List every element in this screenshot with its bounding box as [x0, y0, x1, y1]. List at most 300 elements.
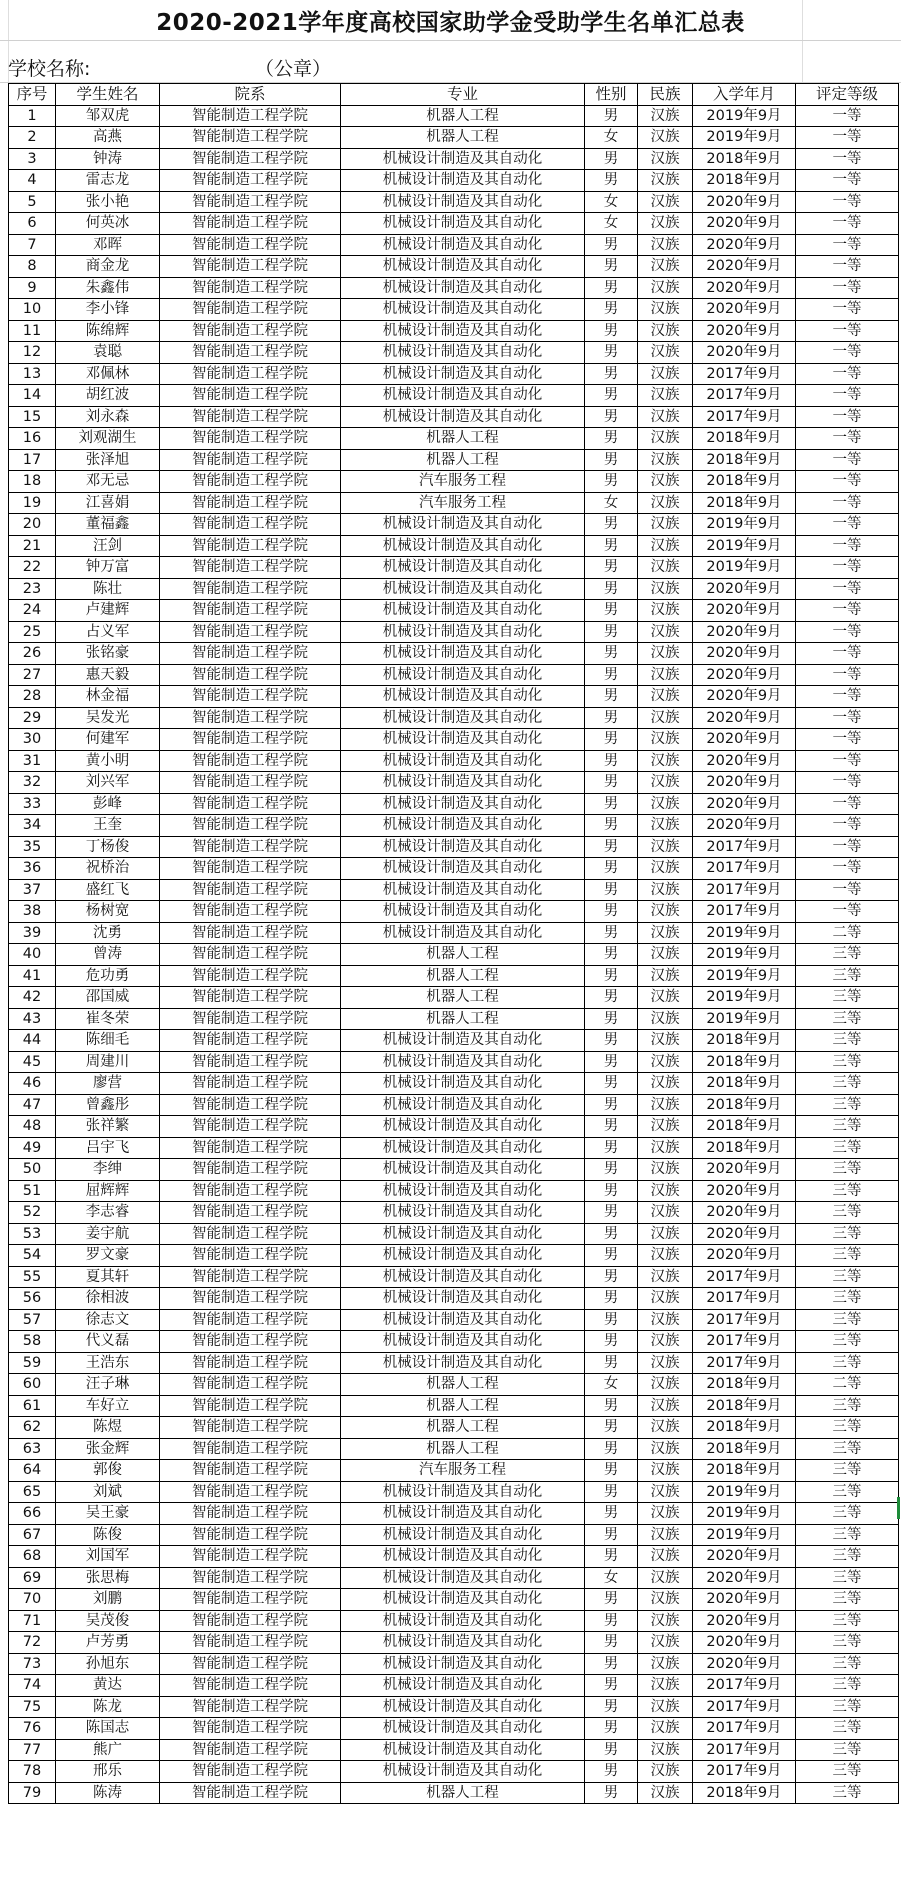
cell-department: 智能制造工程学院: [160, 1180, 341, 1202]
cell-ethnicity: 汉族: [638, 578, 693, 600]
cell-student-name: 惠天毅: [56, 664, 160, 686]
cell-department: 智能制造工程学院: [160, 1288, 341, 1310]
cell-student-name: 丁杨俊: [56, 836, 160, 858]
cell-student-name: 刘斌: [56, 1481, 160, 1503]
cell-gender: 男: [585, 1180, 638, 1202]
cell-major: 机械设计制造及其自动化: [341, 750, 585, 772]
cell-enrollment-date: 2019年9月: [693, 127, 796, 149]
cell-ethnicity: 汉族: [638, 1073, 693, 1095]
cell-index: 20: [9, 514, 56, 536]
cell-student-name: 何英冰: [56, 213, 160, 235]
table-row: [9, 1266, 899, 1288]
cell-ethnicity: 汉族: [638, 1309, 693, 1331]
cell-gender: 女: [585, 191, 638, 213]
table-row: [9, 664, 899, 686]
cell-index: 19: [9, 492, 56, 514]
cell-enrollment-date: 2019年9月: [693, 1481, 796, 1503]
cell-major: 机器人工程: [341, 1438, 585, 1460]
cell-ethnicity: 汉族: [638, 363, 693, 385]
cell-ethnicity: 汉族: [638, 922, 693, 944]
cell-enrollment-date: 2018年9月: [693, 428, 796, 450]
cell-department: 智能制造工程学院: [160, 1008, 341, 1030]
cell-gender: 男: [585, 987, 638, 1009]
cell-student-name: 熊广: [56, 1739, 160, 1761]
cell-department: 智能制造工程学院: [160, 965, 341, 987]
cell-department: 智能制造工程学院: [160, 428, 341, 450]
cell-grade: 一等: [796, 428, 899, 450]
cell-index: 46: [9, 1073, 56, 1095]
cell-enrollment-date: 2017年9月: [693, 879, 796, 901]
cell-gender: 男: [585, 879, 638, 901]
cell-index: 61: [9, 1395, 56, 1417]
table-row: [9, 1051, 899, 1073]
cell-student-name: 周建川: [56, 1051, 160, 1073]
cell-ethnicity: 汉族: [638, 385, 693, 407]
cell-ethnicity: 汉族: [638, 299, 693, 321]
cell-student-name: 钟万富: [56, 557, 160, 579]
cell-gender: 男: [585, 299, 638, 321]
cell-major: 机械设计制造及其自动化: [341, 1094, 585, 1116]
cell-enrollment-date: 2020年9月: [693, 643, 796, 665]
cell-major: 机械设计制造及其自动化: [341, 299, 585, 321]
cell-gender: 男: [585, 105, 638, 127]
cell-enrollment-date: 2017年9月: [693, 901, 796, 923]
cell-department: 智能制造工程学院: [160, 127, 341, 149]
cell-department: 智能制造工程学院: [160, 815, 341, 837]
cell-department: 智能制造工程学院: [160, 535, 341, 557]
cell-department: 智能制造工程学院: [160, 1417, 341, 1439]
cell-ethnicity: 汉族: [638, 557, 693, 579]
cell-grade: 一等: [796, 449, 899, 471]
cell-index: 9: [9, 277, 56, 299]
cell-enrollment-date: 2018年9月: [693, 1094, 796, 1116]
header-enrollment: 入学年月: [693, 84, 796, 106]
cell-major: 机器人工程: [341, 965, 585, 987]
cell-index: 15: [9, 406, 56, 428]
cell-enrollment-date: 2020年9月: [693, 1159, 796, 1181]
cell-index: 27: [9, 664, 56, 686]
cell-enrollment-date: 2017年9月: [693, 363, 796, 385]
cell-ethnicity: 汉族: [638, 514, 693, 536]
cell-enrollment-date: 2017年9月: [693, 1266, 796, 1288]
cell-enrollment-date: 2020年9月: [693, 1589, 796, 1611]
cell-gender: 男: [585, 944, 638, 966]
table-row: [9, 449, 899, 471]
cell-student-name: 祝桥治: [56, 858, 160, 880]
cell-department: 智能制造工程学院: [160, 879, 341, 901]
cell-gender: 男: [585, 1546, 638, 1568]
cell-department: 智能制造工程学院: [160, 944, 341, 966]
cell-grade: 三等: [796, 1782, 899, 1804]
cell-gender: 男: [585, 965, 638, 987]
cell-ethnicity: 汉族: [638, 965, 693, 987]
cell-enrollment-date: 2017年9月: [693, 1309, 796, 1331]
cell-major: 机械设计制造及其自动化: [341, 901, 585, 923]
table-row: [9, 1073, 899, 1095]
cell-grade: 一等: [796, 729, 899, 751]
cell-ethnicity: 汉族: [638, 664, 693, 686]
cell-index: 34: [9, 815, 56, 837]
cell-gender: 男: [585, 471, 638, 493]
cell-grade: 一等: [796, 406, 899, 428]
cell-ethnicity: 汉族: [638, 1137, 693, 1159]
cell-major: 机械设计制造及其自动化: [341, 1116, 585, 1138]
cell-index: 36: [9, 858, 56, 880]
cell-student-name: 罗文豪: [56, 1245, 160, 1267]
cell-gender: 男: [585, 1051, 638, 1073]
cell-department: 智能制造工程学院: [160, 1223, 341, 1245]
cell-major: 机械设计制造及其自动化: [341, 277, 585, 299]
cell-department: 智能制造工程学院: [160, 1202, 341, 1224]
cell-major: 机器人工程: [341, 1417, 585, 1439]
cell-grade: 三等: [796, 944, 899, 966]
cell-student-name: 张小艳: [56, 191, 160, 213]
cell-gender: 男: [585, 1223, 638, 1245]
cell-major: 机器人工程: [341, 105, 585, 127]
cell-index: 56: [9, 1288, 56, 1310]
cell-index: 26: [9, 643, 56, 665]
official-seal-label: （公章）: [255, 58, 332, 80]
cell-major: 汽车服务工程: [341, 1460, 585, 1482]
cell-gender: 女: [585, 1567, 638, 1589]
cell-grade: 三等: [796, 1073, 899, 1095]
cell-grade: 一等: [796, 148, 899, 170]
cell-grade: 三等: [796, 1610, 899, 1632]
cell-major: 机器人工程: [341, 1374, 585, 1396]
cell-student-name: 吴茂俊: [56, 1610, 160, 1632]
cell-department: 智能制造工程学院: [160, 1782, 341, 1804]
cell-ethnicity: 汉族: [638, 170, 693, 192]
cell-major: 机械设计制造及其自动化: [341, 363, 585, 385]
cell-grade: 一等: [796, 471, 899, 493]
table-row: [9, 686, 899, 708]
table-row: [9, 1374, 899, 1396]
table-row: [9, 1094, 899, 1116]
cell-grade: 一等: [796, 385, 899, 407]
cell-gender: 男: [585, 449, 638, 471]
cell-major: 机械设计制造及其自动化: [341, 1202, 585, 1224]
cell-major: 机械设计制造及其自动化: [341, 1761, 585, 1783]
cell-student-name: 陈国志: [56, 1718, 160, 1740]
table-row: [9, 750, 899, 772]
cell-enrollment-date: 2020年9月: [693, 1653, 796, 1675]
cell-enrollment-date: 2017年9月: [693, 858, 796, 880]
cell-enrollment-date: 2018年9月: [693, 1116, 796, 1138]
cell-gender: 男: [585, 922, 638, 944]
cell-index: 55: [9, 1266, 56, 1288]
cell-grade: 一等: [796, 320, 899, 342]
cell-student-name: 卢芳勇: [56, 1632, 160, 1654]
cell-gender: 男: [585, 1610, 638, 1632]
cell-ethnicity: 汉族: [638, 1653, 693, 1675]
cell-gender: 男: [585, 643, 638, 665]
cell-enrollment-date: 2020年9月: [693, 815, 796, 837]
cell-grade: 三等: [796, 1438, 899, 1460]
cell-enrollment-date: 2020年9月: [693, 1245, 796, 1267]
cell-index: 43: [9, 1008, 56, 1030]
table-row: [9, 1675, 899, 1697]
table-row: [9, 557, 899, 579]
cell-gender: 男: [585, 621, 638, 643]
cell-grade: 三等: [796, 1546, 899, 1568]
cell-index: 18: [9, 471, 56, 493]
cell-grade: 三等: [796, 1481, 899, 1503]
cell-student-name: 邵国威: [56, 987, 160, 1009]
cell-student-name: 张泽旭: [56, 449, 160, 471]
cell-index: 71: [9, 1610, 56, 1632]
cell-index: 49: [9, 1137, 56, 1159]
cell-enrollment-date: 2019年9月: [693, 557, 796, 579]
cell-enrollment-date: 2018年9月: [693, 1030, 796, 1052]
cell-department: 智能制造工程学院: [160, 299, 341, 321]
cell-gender: 男: [585, 578, 638, 600]
cell-grade: 一等: [796, 277, 899, 299]
cell-ethnicity: 汉族: [638, 1718, 693, 1740]
cell-major: 机械设计制造及其自动化: [341, 707, 585, 729]
cell-department: 智能制造工程学院: [160, 471, 341, 493]
cell-ethnicity: 汉族: [638, 1632, 693, 1654]
cell-department: 智能制造工程学院: [160, 406, 341, 428]
cell-ethnicity: 汉族: [638, 191, 693, 213]
cell-grade: 三等: [796, 1159, 899, 1181]
cell-major: 机械设计制造及其自动化: [341, 1503, 585, 1525]
cell-student-name: 徐志文: [56, 1309, 160, 1331]
cell-grade: 三等: [796, 1137, 899, 1159]
header-name: 学生姓名: [56, 84, 160, 106]
student-table: [8, 83, 899, 1804]
cell-ethnicity: 汉族: [638, 815, 693, 837]
cell-gender: 男: [585, 1030, 638, 1052]
cell-student-name: 陈涛: [56, 1782, 160, 1804]
cell-department: 智能制造工程学院: [160, 256, 341, 278]
header-department: 院系: [160, 84, 341, 106]
cell-grade: 一等: [796, 127, 899, 149]
table-row: [9, 363, 899, 385]
cell-department: 智能制造工程学院: [160, 686, 341, 708]
cell-grade: 一等: [796, 557, 899, 579]
cell-enrollment-date: 2020年9月: [693, 1567, 796, 1589]
cell-department: 智能制造工程学院: [160, 621, 341, 643]
cell-grade: 三等: [796, 1761, 899, 1783]
cell-grade: 三等: [796, 965, 899, 987]
cell-gender: 男: [585, 1073, 638, 1095]
table-row: [9, 471, 899, 493]
cell-gender: 男: [585, 750, 638, 772]
table-row: [9, 1632, 899, 1654]
table-row: [9, 170, 899, 192]
table-row: [9, 1288, 899, 1310]
cell-ethnicity: 汉族: [638, 1116, 693, 1138]
table-row: [9, 514, 899, 536]
cell-grade: 一等: [796, 858, 899, 880]
cell-ethnicity: 汉族: [638, 621, 693, 643]
table-row: [9, 965, 899, 987]
cell-gender: 男: [585, 1653, 638, 1675]
cell-enrollment-date: 2020年9月: [693, 191, 796, 213]
cell-ethnicity: 汉族: [638, 772, 693, 794]
cell-enrollment-date: 2018年9月: [693, 1395, 796, 1417]
cell-enrollment-date: 2020年9月: [693, 234, 796, 256]
cell-gender: 男: [585, 1761, 638, 1783]
cell-department: 智能制造工程学院: [160, 1159, 341, 1181]
cell-department: 智能制造工程学院: [160, 363, 341, 385]
cell-grade: 三等: [796, 1417, 899, 1439]
cell-ethnicity: 汉族: [638, 1094, 693, 1116]
cell-student-name: 邓佩林: [56, 363, 160, 385]
cell-enrollment-date: 2018年9月: [693, 170, 796, 192]
cell-major: 机械设计制造及其自动化: [341, 1739, 585, 1761]
cell-enrollment-date: 2018年9月: [693, 1137, 796, 1159]
cell-department: 智能制造工程学院: [160, 170, 341, 192]
cell-index: 10: [9, 299, 56, 321]
cell-grade: 三等: [796, 1309, 899, 1331]
cell-gender: 男: [585, 1782, 638, 1804]
cell-enrollment-date: 2020年9月: [693, 686, 796, 708]
cell-ethnicity: 汉族: [638, 1503, 693, 1525]
cell-grade: 一等: [796, 213, 899, 235]
cell-enrollment-date: 2020年9月: [693, 578, 796, 600]
table-row: [9, 428, 899, 450]
cell-grade: 一等: [796, 772, 899, 794]
cell-gender: 男: [585, 1675, 638, 1697]
cell-enrollment-date: 2018年9月: [693, 1051, 796, 1073]
cell-major: 机械设计制造及其自动化: [341, 643, 585, 665]
cell-department: 智能制造工程学院: [160, 1718, 341, 1740]
cell-grade: 一等: [796, 191, 899, 213]
cell-grade: 一等: [796, 600, 899, 622]
cell-enrollment-date: 2020年9月: [693, 1223, 796, 1245]
cell-gender: 男: [585, 1288, 638, 1310]
cell-grade: 三等: [796, 1653, 899, 1675]
table-row: [9, 320, 899, 342]
cell-major: 机械设计制造及其自动化: [341, 1610, 585, 1632]
cell-index: 50: [9, 1159, 56, 1181]
cell-major: 机械设计制造及其自动化: [341, 1567, 585, 1589]
cell-grade: 一等: [796, 664, 899, 686]
table-row: [9, 127, 899, 149]
cell-enrollment-date: 2017年9月: [693, 385, 796, 407]
cell-gender: 男: [585, 1438, 638, 1460]
cell-enrollment-date: 2020年9月: [693, 1546, 796, 1568]
cell-ethnicity: 汉族: [638, 1288, 693, 1310]
cell-grade: 二等: [796, 1374, 899, 1396]
table-row: [9, 793, 899, 815]
table-row: [9, 1503, 899, 1525]
cell-student-name: 雷志龙: [56, 170, 160, 192]
cell-enrollment-date: 2019年9月: [693, 1008, 796, 1030]
cell-grade: 一等: [796, 299, 899, 321]
cell-grade: 三等: [796, 1331, 899, 1353]
cell-grade: 三等: [796, 1288, 899, 1310]
cell-student-name: 夏其轩: [56, 1266, 160, 1288]
cell-grade: 一等: [796, 686, 899, 708]
cell-index: 24: [9, 600, 56, 622]
cell-major: 机械设计制造及其自动化: [341, 1137, 585, 1159]
cell-grade: 三等: [796, 1051, 899, 1073]
cell-student-name: 徐相波: [56, 1288, 160, 1310]
cell-index: 4: [9, 170, 56, 192]
cell-student-name: 盛红飞: [56, 879, 160, 901]
cell-ethnicity: 汉族: [638, 1223, 693, 1245]
cell-department: 智能制造工程学院: [160, 1438, 341, 1460]
cell-gender: 男: [585, 707, 638, 729]
cell-gender: 男: [585, 170, 638, 192]
cell-major: 机械设计制造及其自动化: [341, 385, 585, 407]
cell-index: 73: [9, 1653, 56, 1675]
cell-index: 2: [9, 127, 56, 149]
cell-department: 智能制造工程学院: [160, 836, 341, 858]
cell-student-name: 危功勇: [56, 965, 160, 987]
cell-enrollment-date: 2018年9月: [693, 148, 796, 170]
table-row: [9, 385, 899, 407]
table-row: [9, 729, 899, 751]
cell-student-name: 张金辉: [56, 1438, 160, 1460]
cell-index: 47: [9, 1094, 56, 1116]
cell-student-name: 林金福: [56, 686, 160, 708]
table-row: [9, 1438, 899, 1460]
cell-department: 智能制造工程学院: [160, 1567, 341, 1589]
cell-index: 39: [9, 922, 56, 944]
cell-ethnicity: 汉族: [638, 1546, 693, 1568]
table-row: [9, 987, 899, 1009]
cell-student-name: 王奎: [56, 815, 160, 837]
cell-grade: 三等: [796, 1180, 899, 1202]
cell-department: 智能制造工程学院: [160, 213, 341, 235]
cell-major: 机械设计制造及其自动化: [341, 342, 585, 364]
cell-index: 54: [9, 1245, 56, 1267]
table-row: [9, 1137, 899, 1159]
cell-grade: 三等: [796, 1116, 899, 1138]
cell-grade: 一等: [796, 793, 899, 815]
cell-grade: 一等: [796, 492, 899, 514]
cell-student-name: 刘鹏: [56, 1589, 160, 1611]
cell-major: 机械设计制造及其自动化: [341, 1030, 585, 1052]
cell-student-name: 邓晖: [56, 234, 160, 256]
cell-index: 68: [9, 1546, 56, 1568]
cell-student-name: 廖营: [56, 1073, 160, 1095]
cell-department: 智能制造工程学院: [160, 1051, 341, 1073]
cell-index: 63: [9, 1438, 56, 1460]
cell-enrollment-date: 2017年9月: [693, 1331, 796, 1353]
cell-gender: 男: [585, 815, 638, 837]
cell-gender: 男: [585, 1266, 638, 1288]
table-row: [9, 1718, 899, 1740]
cell-major: 机械设计制造及其自动化: [341, 406, 585, 428]
cell-index: 12: [9, 342, 56, 364]
cell-enrollment-date: 2020年9月: [693, 621, 796, 643]
cell-grade: 三等: [796, 1245, 899, 1267]
cell-enrollment-date: 2019年9月: [693, 1524, 796, 1546]
cell-major: 机械设计制造及其自动化: [341, 1051, 585, 1073]
cell-department: 智能制造工程学院: [160, 320, 341, 342]
cell-gender: 男: [585, 1008, 638, 1030]
cell-major: 机械设计制造及其自动化: [341, 836, 585, 858]
cell-grade: 一等: [796, 750, 899, 772]
cell-student-name: 曾鑫彤: [56, 1094, 160, 1116]
cell-grade: 三等: [796, 1008, 899, 1030]
cell-department: 智能制造工程学院: [160, 922, 341, 944]
cell-student-name: 江喜娟: [56, 492, 160, 514]
cell-ethnicity: 汉族: [638, 1245, 693, 1267]
table-row: [9, 1223, 899, 1245]
cell-student-name: 朱鑫伟: [56, 277, 160, 299]
cell-student-name: 屈辉辉: [56, 1180, 160, 1202]
cell-index: 44: [9, 1030, 56, 1052]
cell-gender: 男: [585, 1417, 638, 1439]
cell-major: 机械设计制造及其自动化: [341, 729, 585, 751]
cell-department: 智能制造工程学院: [160, 578, 341, 600]
cell-major: 机械设计制造及其自动化: [341, 1481, 585, 1503]
